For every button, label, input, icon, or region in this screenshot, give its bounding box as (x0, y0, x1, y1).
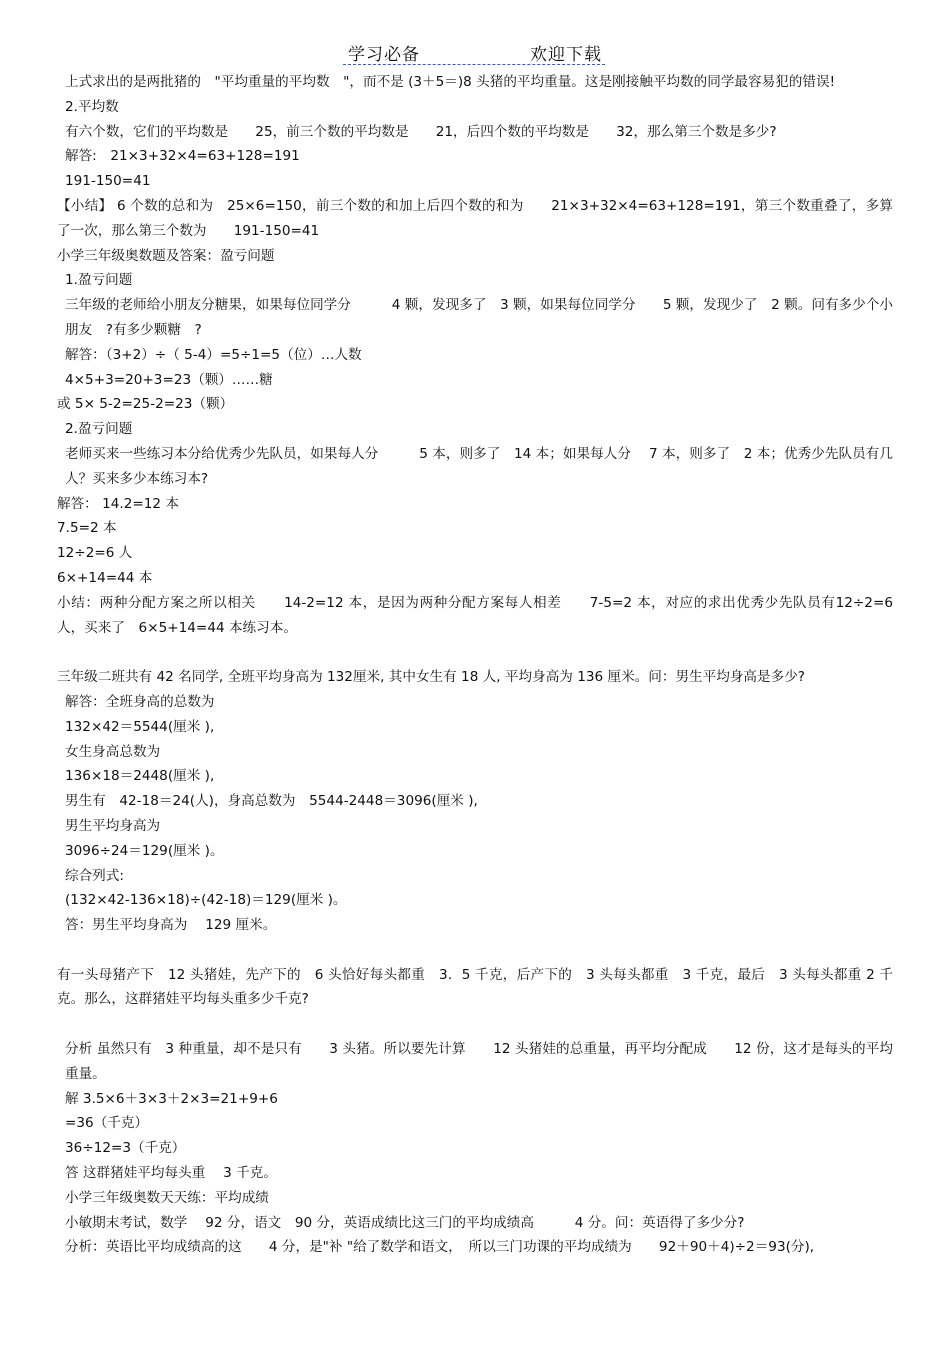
text-line: 3096÷24＝129(厘米 )。 (65, 842, 224, 859)
text-line: 或 5× 5-2=25-2=23（颗） (57, 396, 234, 413)
text-line: 女生身高总数为 (65, 743, 161, 760)
section-heading: 小学三年级奥数天天练：平均成绩 (65, 1189, 269, 1206)
text-line: 6×+14=44 本 (57, 569, 153, 586)
text-line: =36（千克） (65, 1115, 149, 1132)
blank-line (57, 938, 893, 963)
text-line: 7.5=2 本 (57, 520, 117, 537)
text-line: 答：男生平均身高为 129 厘米。 (65, 917, 277, 934)
text-line: 男生有 42-18＝24(人)，身高总数为 5544-2448＝3096(厘米 ), (65, 793, 478, 810)
text-line: 三年级的老师给小朋友分糖果，如果每位同学分 4 颗，发现多了 3 颗，如果每位同学分 5 颗，发现少了 2 颗。问有多少个小朋友 ?有多少颗糖 ? (65, 297, 893, 338)
header-underline (343, 64, 605, 65)
text-line: 综合列式: (65, 867, 124, 884)
text-line: 【小结】 6 个数的总和为 25×6=150，前三个数的和加上后四个数的和为 21×3+32×4=63+128=191，第三个数重叠了，多算了一次，那么第三个数为 191-150=41 (57, 197, 893, 239)
text-line: 36÷12=3（千克） (65, 1140, 186, 1157)
text-line: 老师买来一些练习本分给优秀少先队员，如果每人分 5 本，则多了 14 本；如果每人分 7 本，则多了 2 本；优秀少先队员有几人？买来多少本练习本? (65, 445, 893, 487)
text-line: 答 这群猪娃平均每头重 3 千克。 (65, 1165, 277, 1182)
text-line: 三年级二班共有 42 名同学, 全班平均身高为 132厘米, 其中女生有 18 人, 平均身高为 136 厘米。问：男生平均身高是多少? (57, 669, 805, 686)
page-header (0, 40, 950, 65)
document-body (57, 70, 898, 1260)
text-line: 有六个数，它们的平均数是 25，前三个数的平均数是 21，后四个数的平均数是 32，那么第三个数是多少? (65, 123, 777, 140)
text-line: 解答：全班身高的总数为 (65, 693, 215, 710)
text-line: (132×42-136×18)÷(42-18)＝129(厘米 )。 (65, 892, 347, 909)
text-line: 191-150=41 (65, 173, 151, 190)
text-line: 4×5+3=20+3=23（颗）……糖 (65, 371, 273, 388)
header-right-text: 欢迎下载 (530, 45, 602, 65)
text-line: 上式求出的是两批猪的 "平均重量的平均数 "，而不是 (3＋5＝)8 头猪的平均重量。这是刚接触平均数的同学最容易犯的错误! (65, 74, 836, 90)
text-line: 解答： 14.2=12 本 (57, 495, 179, 512)
text-line: 男生平均身高为 (65, 817, 161, 834)
text-line: 小敏期末考试，数学 92 分，语文 90 分，英语成绩比这三门的平均成绩高 4 分。问：英语得了多少分? (65, 1214, 745, 1231)
text-line: 132×42＝5544(厘米 ), (65, 718, 215, 735)
text-line: 分析：英语比平均成绩高的这 4 分，是"补 "给了数学和语文， 所以三门功课的平均成绩为 92＋90＋4)÷2＝93(分), (65, 1239, 815, 1256)
text-line: 12÷2=6 人 (57, 545, 133, 562)
section-heading: 1.盈亏问题 (65, 272, 133, 289)
blank-line (57, 1012, 893, 1037)
text-line: 小结：两种分配方案之所以相关 14-2=12 本，是因为两种分配方案每人相差 7-5=2 本，对应的求出优秀少先队员有12÷2=6 人，买来了 6×5+14=44 本练习本。 (57, 594, 898, 636)
text-line: 分析 虽然只有 3 种重量，却不是只有 3 头猪。所以要先计算 12 头猪娃的总重量，再平均分配成 12 份，这才是每头的平均重量。 (65, 1041, 893, 1082)
text-line: 136×18＝2448(厘米 ), (65, 768, 215, 785)
header-left-text: 学习必备 (348, 45, 420, 65)
text-line: 有一头母猪产下 12 头猪娃，先产下的 6 头恰好每头都重 3．5 千克，后产下的 3 头每头都重 3 千克，最后 3 头每头都重 2 千克。那么，这群猪娃平均每头重多少千克? (57, 966, 893, 1008)
text-line: 解答：（3+2）÷（ 5-4）=5÷1=5（位）…人数 (65, 346, 362, 363)
text-line: 解 3.5×6＋3×3＋2×3=21+9+6 (65, 1090, 278, 1107)
section-heading: 小学三年级奥数题及答案：盈亏问题 (57, 247, 275, 264)
text-line: 解答: 21×3+32×4=63+128=191 (65, 148, 300, 165)
section-heading: 2.盈亏问题 (65, 421, 133, 438)
section-heading: 2.平均数 (65, 98, 119, 115)
blank-line (57, 640, 893, 665)
